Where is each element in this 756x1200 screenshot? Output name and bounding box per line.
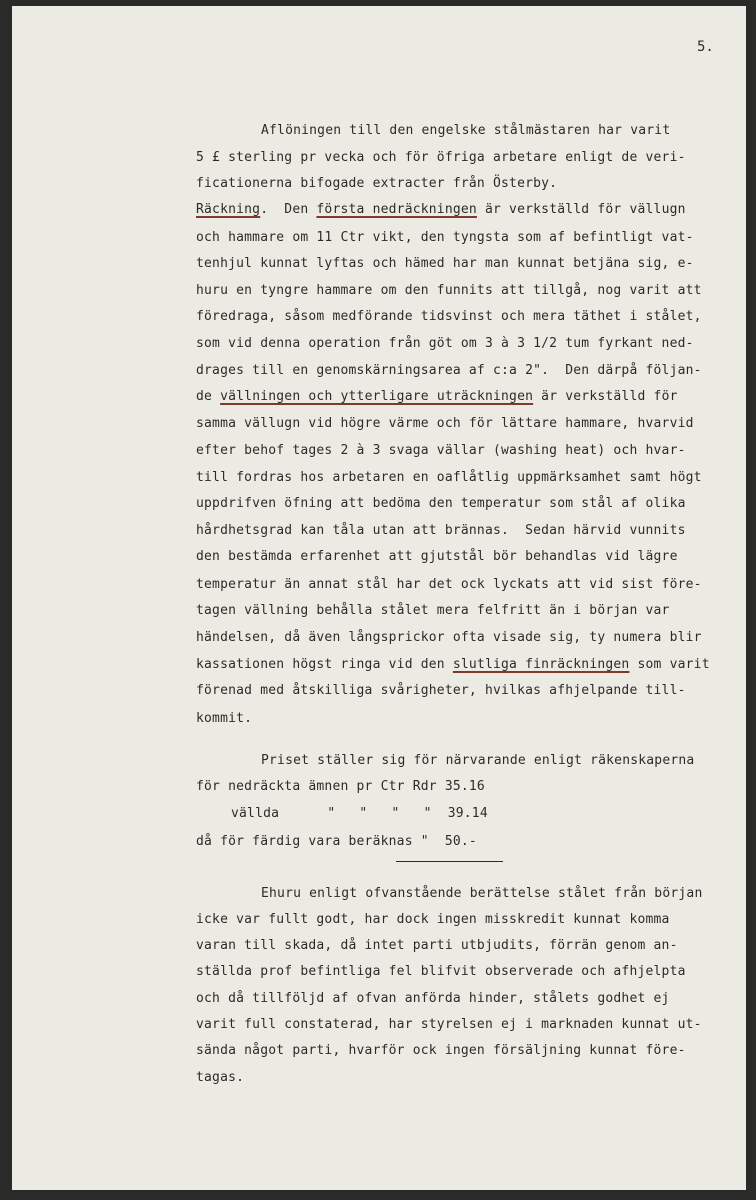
- text-line: varan till skada, då intet parti utbjudits, förrän genom an-: [196, 938, 678, 953]
- text-line: efter behof tages 2 à 3 svaga vällar (washing heat) och hvar-: [196, 443, 686, 458]
- text-line: och då tillföljd af ofvan anförda hinder, stålets godhet ej: [196, 991, 670, 1006]
- text-line: ställda prof befintliga fel blifvit observerade och afhjelpta: [196, 964, 686, 979]
- text-line: tagas.: [196, 1070, 245, 1085]
- text-line: drages till en genomskärningsarea af c:a 2". Den därpå följan-: [196, 363, 702, 378]
- text-line: den bestämda erfarenhet att gjutstål bör behandlas vid lägre: [196, 549, 678, 564]
- text-line: uppdrifven öfning att bedöma den temperatur som stål af olika: [196, 496, 686, 511]
- underlined-phrase: första nedräckningen: [316, 202, 477, 217]
- text-line: [196, 657, 710, 673]
- underlined-phrase: Räckning: [196, 202, 261, 217]
- text-segment: är verkställd för vällugn: [476, 202, 686, 217]
- text-line: [196, 389, 678, 405]
- text-line: händelsen, då även långsprickor ofta visade sig, ty numera blir: [196, 630, 702, 645]
- text-line: då för färdig vara beräknas " 50.-: [196, 834, 477, 849]
- text-line: till fordras hos arbetaren en oaflåtlig uppmärksamhet samt högt: [196, 470, 702, 485]
- text-segment: kassationen högst ringa vid den: [196, 657, 453, 672]
- text-line: Aflöningen till den engelske stålmästaren har varit: [261, 123, 671, 138]
- text-line: ficationerna bifogade extracter från Österby.: [196, 176, 558, 191]
- text-line: som vid denna operation från göt om 3 à 3 1/2 tum fyrkant ned-: [196, 336, 694, 351]
- text-line: samma vällugn vid högre värme och för lättare hammare, hvarvid: [196, 416, 694, 431]
- text-line: vällda " " " " 39.14: [231, 806, 488, 821]
- text-line: sända något parti, hvarför ock ingen försäljning kunnat före-: [196, 1043, 686, 1058]
- text-line: förenad med åtskilliga svårigheter, hvilkas afhjelpande till-: [196, 683, 686, 698]
- text-line: Ehuru enligt ofvanstående berättelse stålet från början: [261, 886, 703, 901]
- page-number: 5.: [697, 39, 714, 55]
- underlined-phrase: vällningen och ytterligare uträckningen: [220, 389, 534, 404]
- text-line: icke var fullt godt, har dock ingen misskredit kunnat komma: [196, 912, 670, 927]
- text-line: 5 £ sterling pr vecka och för öfriga arbetare enligt de veri-: [196, 150, 686, 165]
- text-segment: de: [196, 389, 221, 404]
- underlined-phrase: slutliga finräckningen: [452, 657, 630, 672]
- document-page: [12, 6, 746, 1190]
- text-line: varit full constaterad, har styrelsen ej i marknaden kunnat ut-: [196, 1017, 702, 1032]
- text-line: huru en tyngre hammare om den funnits att tillgå, nog varit att: [196, 283, 702, 298]
- text-line: [196, 202, 686, 218]
- text-line: och hammare om 11 Ctr vikt, den tyngsta som af befintligt vat-: [196, 230, 694, 245]
- separator-rule: [396, 861, 503, 862]
- text-line: hårdhetsgrad kan tåla utan att brännas. Sedan härvid vunnits: [196, 523, 686, 538]
- document-body: [12, 6, 746, 1190]
- text-line: för nedräckta ämnen pr Ctr Rdr 35.16: [196, 779, 485, 794]
- text-segment: som varit: [629, 657, 710, 672]
- text-line: temperatur än annat stål har det ock lyckats att vid sist före-: [196, 577, 702, 592]
- text-line: tenhjul kunnat lyftas och hämed har man kunnat betjäna sig, e-: [196, 256, 694, 271]
- text-line: kommit.: [196, 711, 253, 726]
- text-line: Priset ställer sig för närvarande enligt räkenskaperna: [261, 753, 695, 768]
- text-segment: . Den: [260, 202, 317, 217]
- text-line: föredraga, såsom medförande tidsvinst och mera täthet i stålet,: [196, 309, 702, 324]
- text-line: tagen vällning behålla stålet mera felfritt än i början var: [196, 603, 670, 618]
- text-segment: är verkställd för: [533, 389, 678, 404]
